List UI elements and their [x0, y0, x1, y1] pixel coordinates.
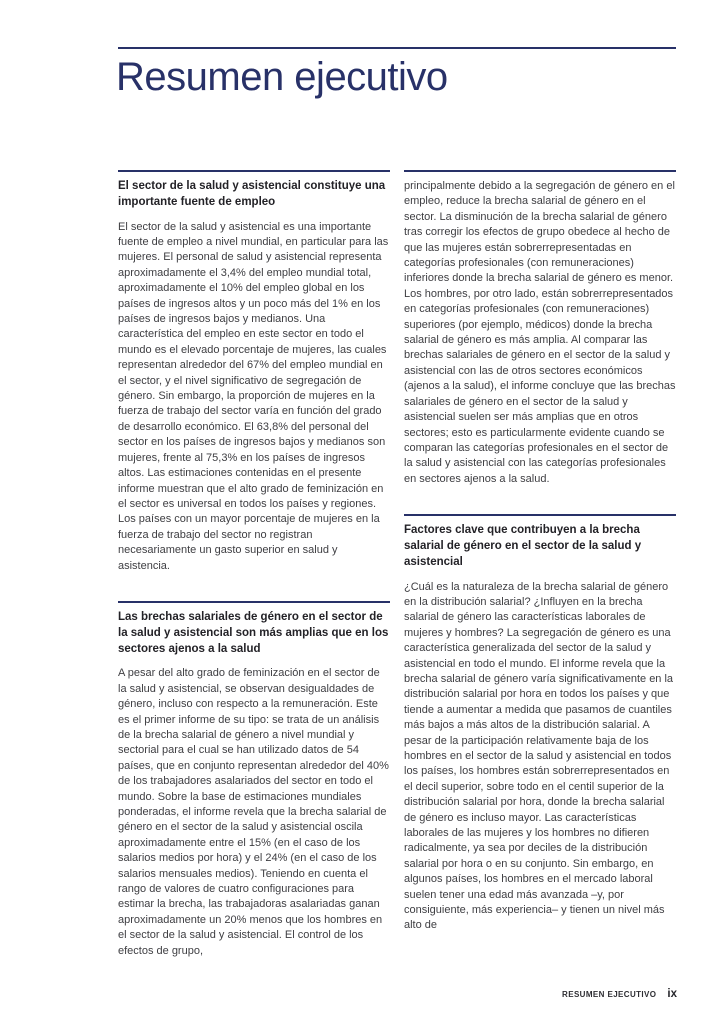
footer-section-label: RESUMEN EJECUTIVO [562, 990, 657, 999]
paragraph: A pesar del alto grado de feminización en el sector de la salud y asistencial, se observan desigualdades de género, incluso con respecto a la remuneración. Este es el primer informe de su tipo: se trata de un análisis de la brecha salarial de género a nivel mundial y sectorial para el cual se han utilizado datos de 54 países, que en conjunto representan alrededor del 40% de los trabajadores asalariados del sector en todo el mundo. Sobre la base de estimaciones mundiales ponderadas, el informe revela que la brecha salarial de género en el sector de la salud y asistencial oscila aproximadamente entre el 15% (en el caso de los salarios medios por hora) y el 24% (en el caso de los salarios mensuales medios). Teniendo en cuenta el rango de valores de cuatro configuraciones para estimar la brecha, las trabajadoras asalariadas ganan aproximadamente un 20% menos que los hombres en el sector de la salud y asistencial. El control de los efectos de grupo, [118, 667, 389, 957]
text-columns [118, 170, 676, 959]
section-heading: Las brechas salariales de género en el sector de la salud y asistencial son más amplias que en los sectores ajenos a la salud [118, 610, 389, 655]
section-key-factors [404, 514, 676, 934]
left-column [118, 170, 390, 959]
title-top-rule [118, 47, 676, 49]
page-footer [562, 988, 677, 1000]
section-health-sector-employment [118, 170, 390, 574]
paragraph: principalmente debido a la segregación de género en el empleo, reduce la brecha salarial de género en el sector. La disminución de la brecha salarial de género tras corregir los efectos de grupo obedece al hecho de que las mujeres están sobrerrepresentadas en categorías profesionales (con remuneraciones) inferiores donde la brecha salarial de género es menor. Los hombres, por otro lado, están sobrerrepresentados en categorías profesionales (con remuneraciones) superiores (por ejemplo, médicos) donde la brecha salarial de género es más amplia. Al comparar las brechas salariales de género en el sector de la salud y asistencial con las de otros sectores económicos (ajenos a la salud), el informe concluye que las brechas salariales de género en el sector de la salud y asistencial suelen ser más amplias que en otros sectores; esto es particularmente evidente cuando se comparan las categorías profesionales en el sector de la salud y asistencial con las categorías profesionales en sectores ajenos a la salud. [404, 180, 676, 485]
section-gender-pay-gaps-wider [118, 601, 390, 959]
footer-page-number: ix [667, 988, 677, 1000]
paragraph: ¿Cuál es la naturaleza de la brecha salarial de género en la distribución salarial? ¿Influyen en la brecha salarial de género las características laborales de mujeres y hombres? La segregación de género es una característica generalizada del sector de la salud y asistencial en todo el mundo. El informe revela que la brecha salarial de género varía significativamente en la distribución salarial por hora en todos los países y que tiende a aumentar a medida que pasamos de cuantiles más bajos a más altos de la distribución salarial. A pesar de la participación relativamente baja de los hombres en el sector de la salud y asistencial en todos los países, los hombres están sobrerrepresentados en el decil superior, sobre todo en el centil superior de la distribución salarial por hora, donde la brecha salarial de género es incluso mayor. Las características laborales de las mujeres y los hombres no difieren radicalmente, ya sea por deciles de la distribución salarial por hora o en su conjunto. Sin embargo, en algunos países, los hombres en el mercado laboral suelen tener una edad más avanzada –y, por consiguiente, más experiencia– y tienen un nivel más alto de [404, 580, 674, 932]
right-column [404, 170, 676, 959]
paragraph: El sector de la salud y asistencial es una importante fuente de empleo a nivel mundial, en particular para las mujeres. El personal de salud y asistencial representa aproximadamente el 3,4% del empleo mundial total, aproximadamente el 10% del empleo global en los países de ingresos altos y un poco más del 1% en los países de ingresos bajos y medianos. Una característica del empleo en este sector en todo el mundo es el elevado porcentaje de mujeres, las cuales representan alrededor del 67% del empleo mundial en el sector, y el nivel significativo de segregación de género. Sin embargo, la proporción de mujeres en la fuerza de trabajo del sector varía en función del grado de desarrollo económico. El 63,8% del personal del sector en los países de ingresos bajos y medianos son mujeres, frente al 75,3% en los países de ingresos altos. Las estimaciones contenidas en el presente informe muestran que el alto grado de feminización en el sector es universal en todos los países y regiones. Los países con un mayor porcentaje de mujeres en la fuerza de trabajo del sector no registran necesariamente un gasto superior en salud y asistencia. [118, 220, 389, 572]
section-continuation [404, 170, 676, 487]
section-heading: El sector de la salud y asistencial constituye una importante fuente de empleo [118, 180, 386, 208]
page-title: Resumen ejecutivo [116, 55, 448, 99]
section-heading: Factores clave que contribuyen a la brecha salarial de género en el sector de la salud y asistencial [404, 524, 642, 568]
